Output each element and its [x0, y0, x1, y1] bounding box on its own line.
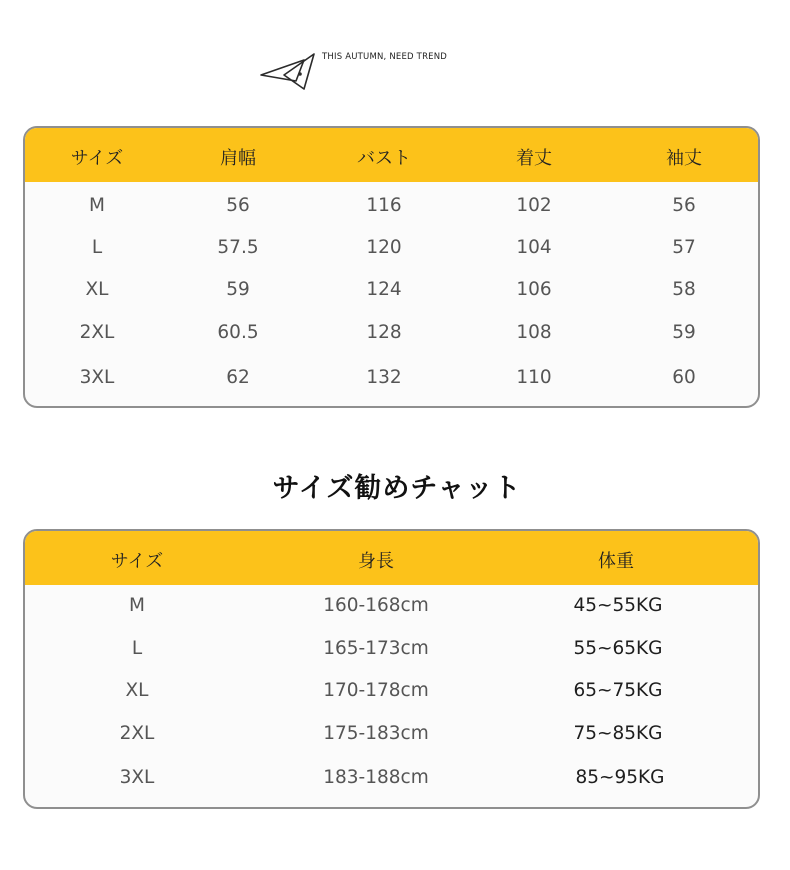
table-cell: 160-168cm: [323, 595, 429, 616]
table-cell: 65~75KG: [573, 680, 663, 701]
table-cell: 170-178cm: [323, 680, 429, 701]
table-cell: 60: [672, 367, 696, 388]
table-cell: 2XL: [79, 322, 115, 343]
table-cell: XL: [125, 680, 149, 701]
brand-tagline: THIS AUTUMN, NEED TREND: [322, 52, 448, 62]
table-cell: L: [131, 638, 143, 659]
recommend-title: [0, 466, 790, 505]
table-cell: 56: [672, 195, 696, 216]
paper-plane-triangles-icon: [258, 50, 320, 92]
table-cell: 116: [366, 195, 402, 216]
table-cell: 106: [516, 279, 552, 300]
column-header-length: 着丈: [516, 148, 552, 169]
table-cell: 45~55KG: [573, 595, 663, 616]
table-cell: 60.5: [217, 322, 259, 343]
table-cell: M: [129, 595, 145, 616]
recommend-table: [23, 529, 760, 809]
table-cell: 128: [366, 322, 402, 343]
table-cell: 56: [226, 195, 250, 216]
table-cell: 2XL: [119, 723, 155, 744]
table-cell: XL: [85, 279, 109, 300]
table-cell: 75~85KG: [573, 723, 663, 744]
table-cell: 59: [226, 279, 250, 300]
table-cell: M: [89, 195, 105, 216]
column-header-size: サイズ: [110, 551, 164, 572]
size-table-header: [25, 128, 758, 182]
table-cell: 132: [366, 367, 402, 388]
table-cell: 104: [516, 237, 552, 258]
table-cell: 85~95KG: [575, 767, 665, 788]
size-table: [23, 126, 760, 408]
table-cell: 57.5: [217, 237, 259, 258]
table-cell: 62: [226, 367, 250, 388]
table-cell: 102: [516, 195, 552, 216]
column-header-size: サイズ: [70, 148, 124, 169]
table-cell: 55~65KG: [573, 638, 663, 659]
column-header-sleeve: 袖丈: [666, 148, 702, 169]
recommend-title-text: サイズ勧めチャット: [272, 473, 522, 504]
column-header-height: 身長: [358, 551, 394, 572]
table-cell: 183-188cm: [323, 767, 429, 788]
brand-header: [258, 48, 488, 98]
table-cell: 108: [516, 322, 552, 343]
table-cell: 59: [672, 322, 696, 343]
table-cell: L: [91, 237, 103, 258]
table-cell: 165-173cm: [323, 638, 429, 659]
table-cell: 124: [366, 279, 402, 300]
column-header-shoulder: 肩幅: [220, 148, 256, 169]
column-header-bust: バスト: [357, 148, 411, 169]
table-cell: 58: [672, 279, 696, 300]
table-cell: 120: [366, 237, 402, 258]
table-cell: 3XL: [79, 367, 115, 388]
recommend-table-header: [25, 531, 758, 585]
table-cell: 3XL: [119, 767, 155, 788]
table-cell: 57: [672, 237, 696, 258]
table-cell: 110: [516, 367, 552, 388]
table-cell: 175-183cm: [323, 723, 429, 744]
column-header-weight: 体重: [598, 551, 634, 572]
